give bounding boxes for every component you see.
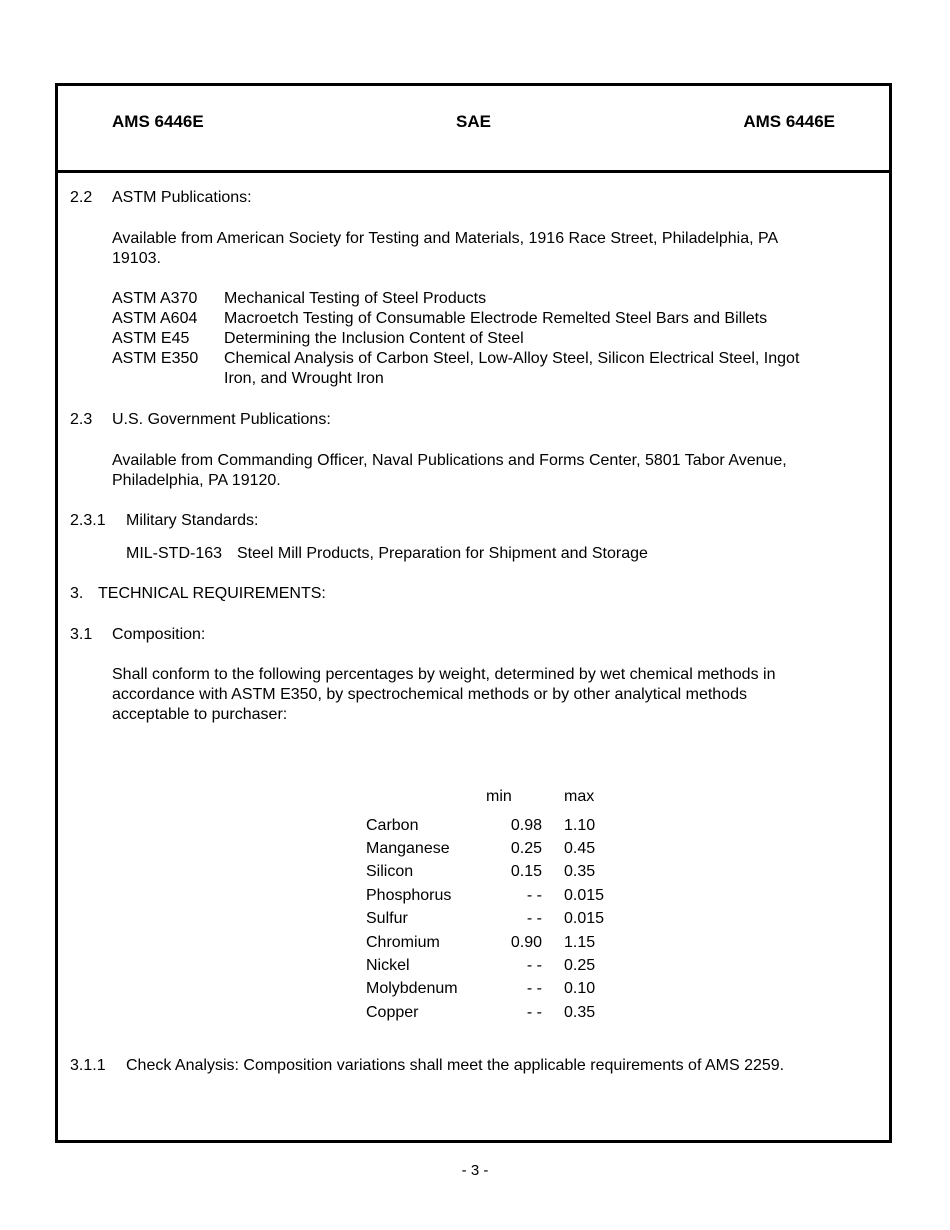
max-value: 0.10 [564, 980, 596, 998]
astm-ref-code: ASTM E350 [112, 350, 199, 367]
section-2-3-availability-line1: Available from Commanding Officer, Naval Publications and Forms Center, 5801 Tabor Avenue, [112, 452, 787, 469]
astm-ref-desc-continued: Iron, and Wrought Iron [224, 370, 384, 387]
table-row [366, 837, 604, 860]
table-row [366, 908, 604, 931]
composition-header-row [366, 788, 604, 814]
min-value: - - [526, 980, 542, 998]
element-column-header [366, 788, 486, 814]
element-name: Nickel [366, 957, 410, 975]
element-name: Copper [366, 1003, 419, 1021]
element-name: Manganese [366, 840, 450, 858]
max-column-header: max [564, 788, 595, 805]
astm-reference-list [56, 289, 856, 394]
min-value: - - [526, 1003, 542, 1021]
astm-ref-desc: Mechanical Testing of Steel Products [224, 290, 487, 307]
section-2-2-availability-line1: Available from American Society for Testing and Materials, 1916 Race Street, Philadelphia, PA [112, 230, 779, 247]
document-header [58, 86, 889, 173]
check-analysis-text: Check Analysis: Composition variations shall meet the applicable requirements of AMS 2259. [126, 1057, 785, 1074]
min-value: 0.98 [510, 816, 542, 834]
section-3-1-1-number: 3.1.1 [70, 1057, 106, 1074]
max-value: 1.15 [564, 933, 596, 951]
astm-ref-desc: Chemical Analysis of Carbon Steel, Low-Alloy Steel, Silicon Electrical Steel, Ingot [224, 350, 800, 367]
section-2-3-number: 2.3 [70, 411, 93, 428]
header-right-spec: AMS 6446E [743, 112, 835, 131]
composition-intro-line1: Shall conform to the following percentages by weight, determined by wet chemical methods in [112, 666, 776, 683]
composition-table [366, 788, 604, 1025]
astm-ref-code: ASTM A370 [112, 290, 198, 307]
header-left-spec: AMS 6446E [112, 112, 204, 131]
section-2-2-number: 2.2 [70, 189, 93, 206]
element-name: Sulfur [366, 910, 408, 928]
table-row [366, 861, 604, 884]
min-column-header: min [486, 788, 512, 805]
composition-intro-line2: accordance with ASTM E350, by spectrochemical methods or by other analytical methods [112, 686, 747, 703]
max-value: 0.35 [564, 863, 596, 881]
table-row [366, 931, 604, 954]
section-3-1-number: 3.1 [70, 626, 93, 643]
element-name: Molybdenum [366, 980, 458, 998]
table-row [366, 978, 604, 1001]
element-name: Phosphorus [366, 886, 452, 904]
composition-intro-line3: acceptable to purchaser: [112, 706, 288, 723]
table-row [366, 884, 604, 907]
max-value: 0.015 [564, 910, 605, 928]
min-value: - - [526, 910, 542, 928]
min-value: 0.25 [510, 840, 542, 858]
section-2-2-title: ASTM Publications: [112, 189, 252, 206]
section-2-2-availability-line2: 19103. [112, 250, 161, 267]
max-value: 0.25 [564, 957, 596, 975]
section-3-number: 3. [70, 585, 84, 602]
section-2-3-1-title: Military Standards: [126, 512, 259, 529]
min-value: - - [526, 886, 542, 904]
section-2-3-1-number: 2.3.1 [70, 512, 106, 529]
element-name: Chromium [366, 933, 440, 951]
table-row [366, 1001, 604, 1024]
astm-ref-code: ASTM E45 [112, 330, 190, 347]
header-center-org: SAE [456, 112, 491, 131]
astm-ref-code: ASTM A604 [112, 310, 198, 327]
section-3-1-title: Composition: [112, 626, 206, 643]
table-row [366, 814, 604, 837]
page-number: - 3 - [461, 1162, 489, 1179]
section-2-3-title: U.S. Government Publications: [112, 411, 331, 428]
min-value: - - [526, 957, 542, 975]
element-name: Silicon [366, 863, 414, 881]
section-3-title: TECHNICAL REQUIREMENTS: [98, 585, 326, 602]
table-row [366, 954, 604, 977]
min-value: 0.15 [510, 863, 542, 881]
astm-ref-desc: Macroetch Testing of Consumable Electrode Remelted Steel Bars and Billets [224, 310, 768, 327]
mil-std-code: MIL-STD-163 [126, 545, 223, 562]
max-value: 0.35 [564, 1003, 596, 1021]
element-name: Carbon [366, 816, 419, 834]
astm-ref-desc: Determining the Inclusion Content of Steel [224, 330, 524, 347]
min-value: 0.90 [510, 933, 542, 951]
max-value: 0.45 [564, 840, 596, 858]
mil-std-desc: Steel Mill Products, Preparation for Shipment and Storage [237, 545, 648, 562]
max-value: 0.015 [564, 886, 605, 904]
section-2-3-availability-line2: Philadelphia, PA 19120. [112, 472, 281, 489]
max-value: 1.10 [564, 816, 596, 834]
